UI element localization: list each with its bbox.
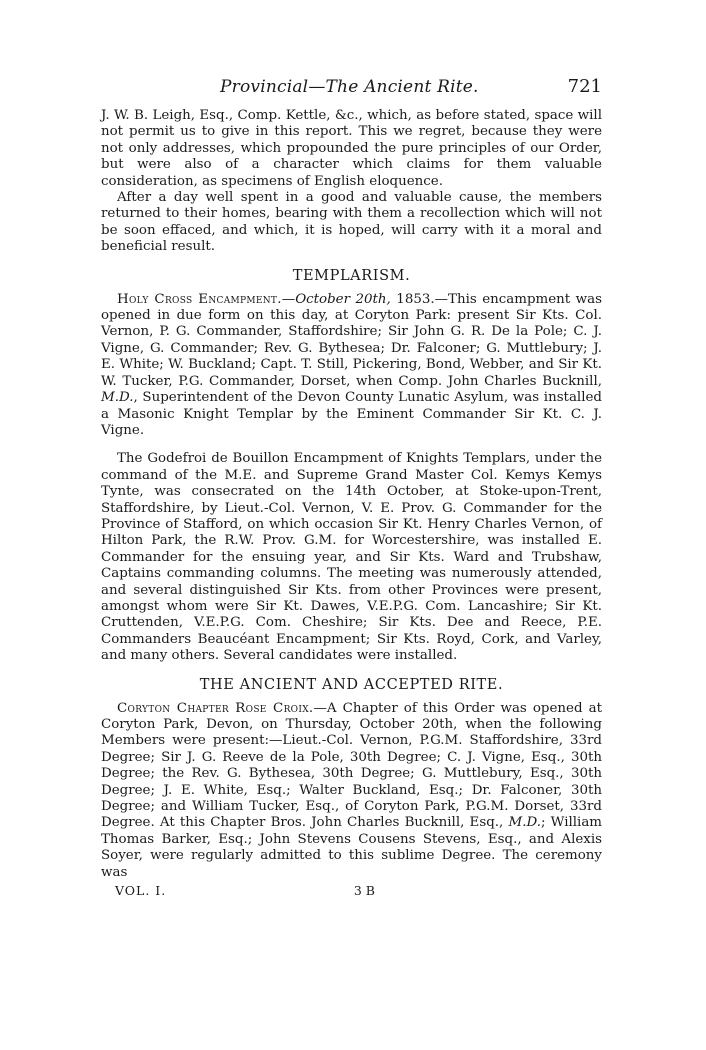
coryton-text: —A Chapter of this Order was opened at Coryton Park, Devon, on Thursday, October 20th, when the following Members were present:—Lieut.-Col. Vernon, P.G.M. Staffordshire, 33rd Degree; Sir J. G. Reeve de la Pole, 30th Degree; C. J. Vigne, Esq., 30th Degree; the Rev. G. Bythesea, 30th Degree; G. Muttlebury, Esq., 30th Degree; J. E. White, Esq.; Walter Buckland, Esq.; Dr. Falconer, 30th Degree; and William Tucker, Esq., of Coryton Park, P.G.M. Dorset, 33rd Degree. At this Chapter Bros. John Charles Bucknill, Esq., xyxy=(101,700,602,831)
lead-in-coryton: Coryton Chapter Rose Croix. xyxy=(117,700,314,716)
md-abbrev-2: M.D. xyxy=(508,815,541,831)
holy-cross-text: 1853.—This encampment was opened in due form on this day, at Coryton Park: present Sir Kts. Col. Vernon, P. G. Commander, Staffordshire; Sir John G. R. De la Pole; C. J. Vigne, G. Commander; Rev. G. Bythesea; Dr. Falconer; G. Muttlebury; J. E. White; W. Buckland; Capt. T. Still, Pickering, Bond, Webber, and Sir Kt. W. Tucker, P.G. Commander, Dorset, when Comp. John Charles Bucknill, xyxy=(101,291,602,389)
running-head xyxy=(101,76,602,104)
paragraph-godefroi: The Godefroi de Bouillon Encampment of Knights Templars, under the command of the M.E. and Supreme Grand Master Col. Kemys Kemys Tynte, was consecrated on the 14th October, at Stoke-upon-Trent, Staffordshire, by Lieut.-Col. Vernon, V. E. Prov. G. Commander for the Province of Stafford, on which occasion Sir Kt. Henry Charles Vernon, of Hilton Park, the R.W. Prov. G.M. for Worcestershire, was installed E. Commander for the ensuing year, and Sir Kts. Ward and Trubshaw, Captains commanding columns. The meeting was numerously attended, and several distinguished Sir Kts. from other Provinces were present, amongst whom were Sir Kt. Dawes, V.E.P.G. Com. Lancashire; Sir Kt. Cruttenden, V.E.P.G. Com. Cheshire; Sir Kts. Dee and Reece, P.E. Commanders Beaucéant Encampment; Sir Kts. Royd, Cork, and Varley, and many others. Several candidates were installed. xyxy=(101,451,602,664)
lead-in-holy-cross: Holy Cross Encampment. xyxy=(117,291,282,307)
paragraph-gap xyxy=(101,439,602,451)
signature-mark: 3 B xyxy=(353,883,375,899)
md-abbrev: M.D. xyxy=(101,390,134,406)
section-heading-ancient-rite: THE ANCIENT AND ACCEPTED RITE. xyxy=(199,676,504,693)
page-number: 721 xyxy=(567,76,602,97)
paragraph-holy-cross xyxy=(101,292,602,440)
lead-date: —October 20th, xyxy=(281,291,391,307)
paragraph-continuation: J. W. B. Leigh, Esq., Comp. Kettle, &c., which, as before stated, space will not permit us to give in this report. This we regret, because they were not only addresses, which propounded the pure principles of our Order, but were also of a character which claims for them valuable consideration, as specimens of English eloquence. xyxy=(101,108,602,189)
section-heading-templarism: TEMPLARISM. xyxy=(292,267,411,284)
paragraph-closing: After a day well spent in a good and valuable cause, the members returned to their homes, bearing with them a recollection which will not be soon effaced, and which, it is hoped, will carry with it a moral and beneficial result. xyxy=(101,190,602,255)
volume-label: VOL. I. xyxy=(115,883,167,899)
running-title: Provincial—The Ancient Rite. xyxy=(220,77,479,97)
holy-cross-text-end: , Superintendent of the Devon County Lunatic Asylum, was installed a Masonic Knight Templar by the Eminent Commander Sir Kt. C. J. Vigne. xyxy=(101,390,602,438)
page-footer xyxy=(101,883,375,898)
coryton-text-end: ; William Thomas Barker, Esq.; John Stevens Cousens Stevens, Esq., and Alexis Soyer, were regularly admitted to this sublime Degree. The ceremony was xyxy=(101,815,603,880)
paragraph-coryton-chapter xyxy=(101,701,602,881)
